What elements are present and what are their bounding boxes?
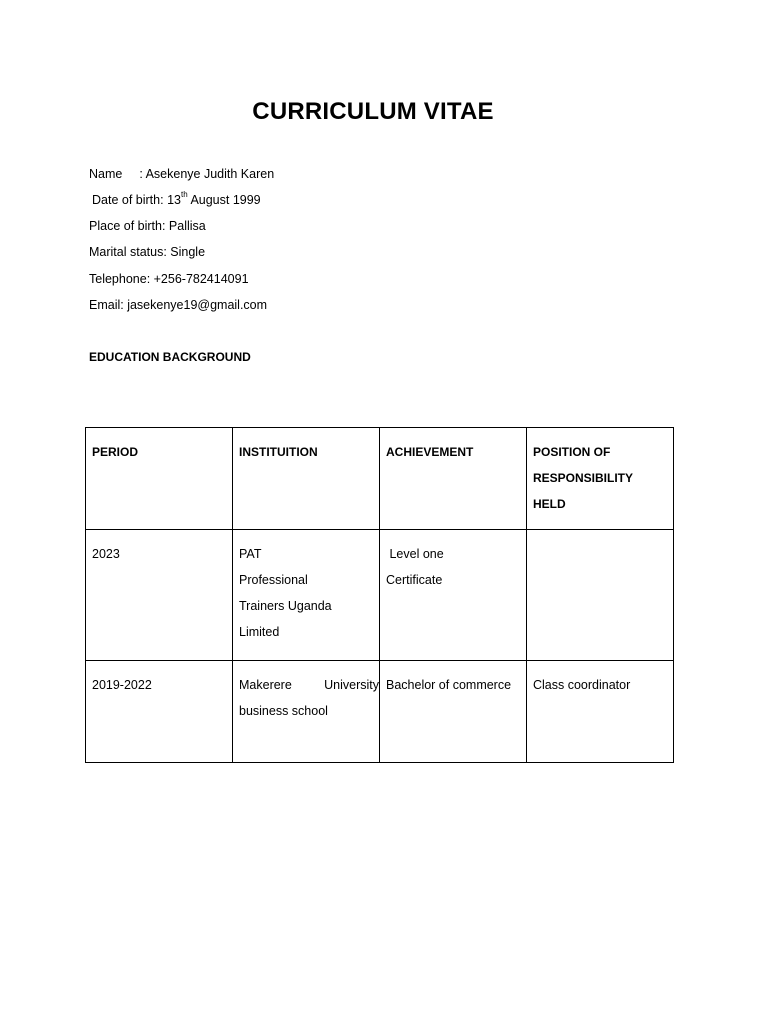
- table-row: [86, 661, 674, 763]
- institution-line: business school: [239, 704, 328, 718]
- cell-institution: [233, 661, 380, 763]
- education-table: [85, 427, 674, 763]
- header-position-line: RESPONSIBILITY: [533, 471, 634, 485]
- cell-achievement: [380, 530, 527, 661]
- cell-institution: [233, 530, 380, 661]
- document-title: CURRICULUM VITAE: [252, 98, 494, 125]
- achievement-line: Certificate: [386, 573, 443, 587]
- table-header-row: [86, 428, 674, 530]
- header-position: [527, 428, 674, 530]
- header-position-line: POSITION OF: [533, 445, 611, 459]
- institution-line: Professional: [239, 573, 308, 587]
- email-line: Email: jasekenye19@gmail.com: [89, 298, 268, 312]
- dob-rest: August 1999: [190, 193, 261, 207]
- header-position-line: HELD: [533, 497, 566, 511]
- institution-line: Limited: [239, 625, 280, 639]
- dob-day: 13: [167, 193, 181, 207]
- table-row: [86, 530, 674, 661]
- marital-line: Marital status: Single: [89, 245, 206, 259]
- achievement-line: Level one: [386, 547, 444, 561]
- cell-position: [527, 530, 674, 661]
- cell-achievement: Bachelor of commerce: [380, 661, 527, 763]
- cell-position: Class coordinator: [527, 661, 674, 763]
- telephone-line: Telephone: +256-782414091: [89, 272, 249, 286]
- dob-label: Date of birth:: [92, 193, 164, 207]
- education-heading: EDUCATION BACKGROUND: [89, 350, 251, 364]
- cell-period: 2019-2022: [86, 661, 233, 763]
- institution-line: [239, 672, 379, 698]
- header-period: PERIOD: [86, 428, 233, 530]
- name-line: [89, 167, 274, 181]
- pob-line: Place of birth: Pallisa: [89, 219, 206, 233]
- cell-period: 2023: [86, 530, 233, 661]
- name-value: : Asekenye Judith Karen: [139, 167, 275, 181]
- dob-line: [92, 190, 261, 207]
- dob-day-suffix: th: [180, 190, 188, 199]
- header-achievement: ACHIEVEMENT: [380, 428, 527, 530]
- institution-line: Trainers Uganda: [239, 599, 332, 613]
- header-institution: INSTITUITION: [233, 428, 380, 530]
- name-label: Name: [89, 167, 123, 181]
- institution-word: Makerere: [239, 678, 292, 692]
- institution-word: University: [324, 678, 379, 692]
- institution-line: PAT: [239, 547, 262, 561]
